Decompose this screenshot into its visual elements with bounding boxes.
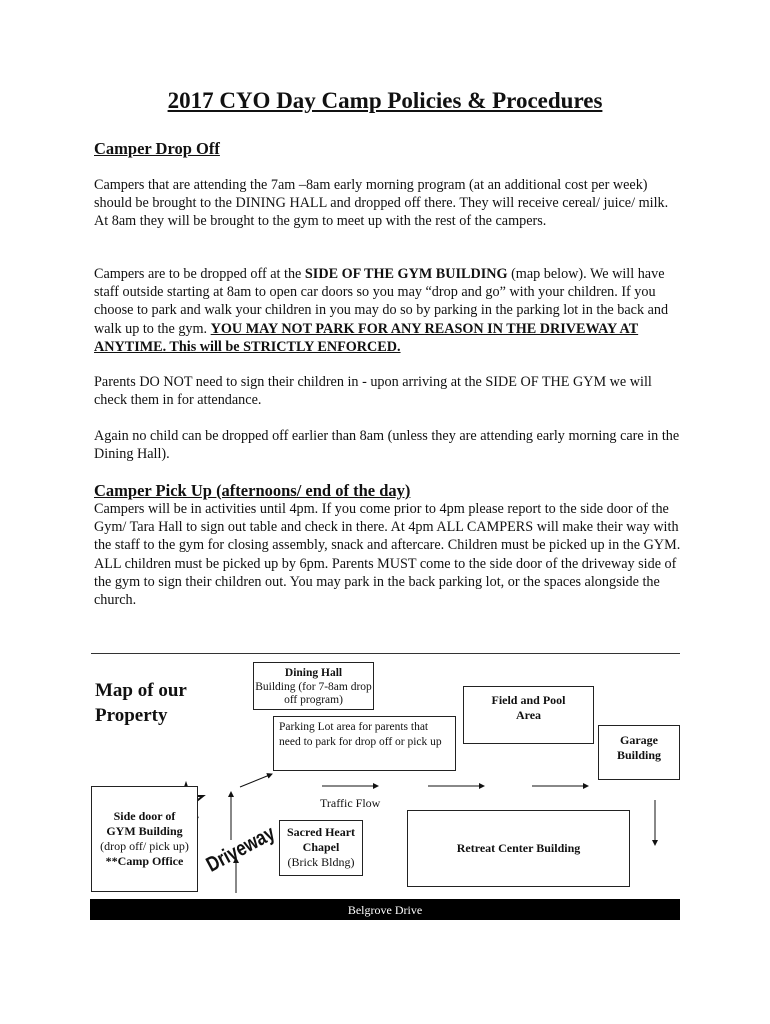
gym-side-emphasis: SIDE OF THE GYM BUILDING bbox=[304, 266, 508, 282]
belgrove-drive-road: Belgrove Drive bbox=[90, 899, 680, 920]
gym-drop-pick-label: (drop off/ pick up) bbox=[100, 839, 189, 853]
field-pool-box: Field and Pool Area bbox=[463, 686, 594, 744]
dining-hall-label: Dining Hall bbox=[284, 667, 343, 679]
driveway-warning: YOU MAY NOT PARK FOR ANY REASON IN THE DRIVEWAY AT ANYTIME. This will be STRICTLY ENFORCED. bbox=[94, 320, 639, 355]
gym-box bbox=[91, 786, 198, 892]
chapel-box bbox=[279, 820, 363, 876]
chapel-note: (Brick Bldng) bbox=[287, 855, 355, 869]
driveway-graphic bbox=[196, 808, 295, 877]
map-title-line-2: Property bbox=[95, 705, 168, 726]
traffic-flow-label: Traffic Flow bbox=[320, 796, 381, 810]
pick-up-text: Campers will be in activities until 4pm. If you come prior to 4pm please report to the side door of the Gym/ Tara Hall to sign out table and check in there. At 4pm ALL CAMPERS will make their way with the staff to the gym for closing assembly, snack and aftercare. Children must be picked up in the GYM. ALL children must be picked up by 6pm. Parents MUST come to the side door of the driveway side of the gym to sign their children out. You may park in the back parking lot, or the spaces alongside the church. bbox=[94, 501, 681, 609]
retreat-center-box: Retreat Center Building bbox=[407, 810, 630, 887]
drop-off-text-3: Parents DO NOT need to sign their children in - upon arriving at the SIDE OF THE GYM we will check them in for attendance. bbox=[94, 374, 652, 409]
drop-off-heading: Camper Drop Off bbox=[94, 139, 220, 158]
map-title-line-1: Map of our bbox=[95, 680, 187, 701]
arrow-to-parking bbox=[240, 774, 272, 787]
pick-up-heading: Camper Pick Up (afternoons/ end of the day) bbox=[94, 481, 411, 500]
drop-off-text-2a: Campers are to be dropped off at the bbox=[94, 266, 305, 282]
drop-off-text-4: Again no child can be dropped off earlier than 8am (unless they are attending early morning care in the Dining Hall). bbox=[94, 428, 680, 463]
dining-hall-box bbox=[253, 662, 374, 710]
drop-off-text-2b: (map below). We will have staff outside starting at 8am to open car doors so you may “drop and go” with your children. If you choose to park and walk your children in you may do so by parking in the parking lot in the back and walk up to the gym. bbox=[94, 266, 669, 337]
parking-lot-box: Parking Lot area for parents that need to park for drop off or pick up bbox=[273, 716, 456, 771]
camp-office-label: **Camp Office bbox=[105, 854, 184, 868]
dining-hall-note: Building (for 7-8am drop off program) bbox=[255, 680, 372, 706]
chapel-label: Sacred Heart Chapel bbox=[286, 825, 356, 854]
page-title: 2017 CYO Day Camp Policies & Procedures bbox=[167, 88, 603, 113]
driveway-label: Driveway bbox=[202, 813, 295, 877]
drop-off-text-1: Campers that are attending the 7am –8am early morning program (at an additional cost per week) should be brought to the DINING HALL and dropped off there. They will receive cereal/ juice/ milk. At 8am they will be brought to the gym to meet up with the rest of the campers. bbox=[94, 177, 669, 230]
gym-label: Side door of GYM Building bbox=[106, 809, 183, 838]
garage-box: Garage Building bbox=[598, 725, 680, 780]
